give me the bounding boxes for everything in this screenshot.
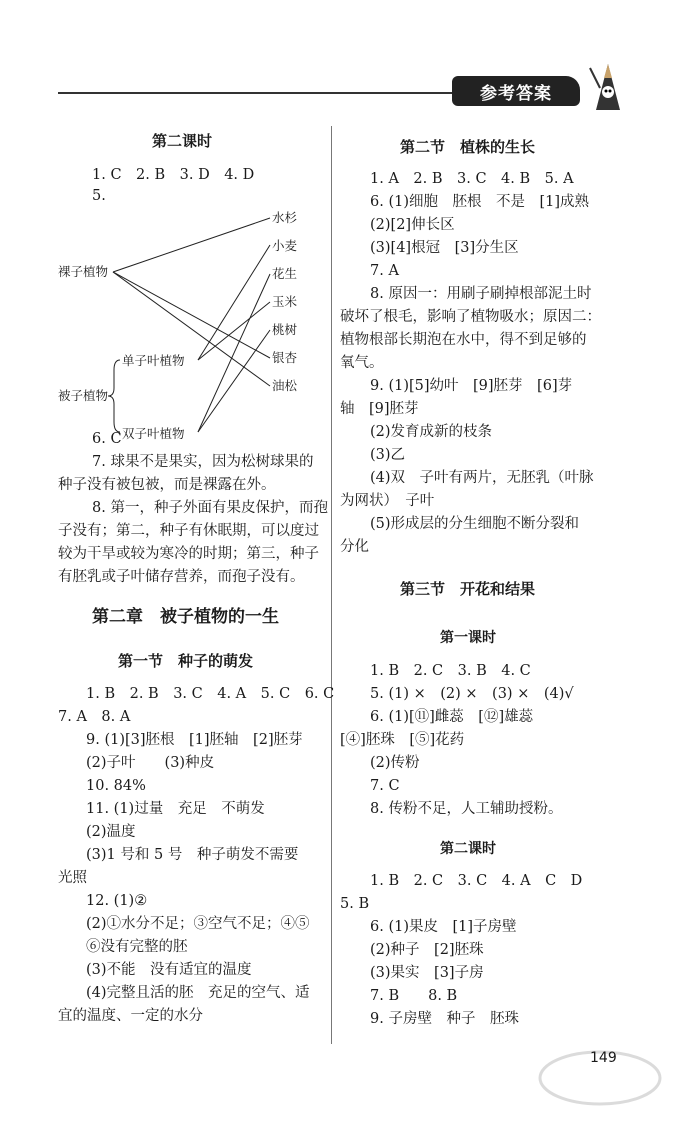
- answer-line: 9. 子房壁 种子 胚珠: [370, 1011, 519, 1027]
- answer-line: (2)①水分不足；③空气不足；④⑤: [86, 916, 310, 932]
- answer-line: 7. C: [370, 778, 400, 794]
- answer-line: 5. (1) × (2) × (3) × (4)√: [370, 686, 574, 702]
- left-answers-block: [58, 428, 326, 589]
- answer-line: 8. 第一，种子外面有果皮保护，而孢: [92, 500, 328, 516]
- section-title: 第二节 植株的生长: [400, 138, 536, 156]
- diagram-plant-label: 银杏: [272, 350, 298, 365]
- answer-line: 1. A 2. B 3. C 4. B 5. A: [370, 171, 574, 187]
- answer-line: 12. (1)②: [86, 893, 148, 909]
- answer-line: (3)1 号和 5 号 种子萌发不需要: [86, 847, 299, 863]
- page-number: 149: [590, 1050, 617, 1066]
- answer-line: (3)乙: [370, 447, 406, 463]
- answer-line: 8. 传粉不足，人工辅助授粉。: [370, 801, 563, 817]
- answer-line: 有胚乳或子叶储存营养，而孢子没有。: [58, 569, 305, 585]
- answer-line: [④]胚珠 [⑤]花药: [340, 732, 465, 748]
- answer-line: 光照: [58, 870, 87, 886]
- answer-line: (4)双 子叶有两片，无胚乳（叶脉: [370, 470, 594, 486]
- lesson-title: 第二课时: [440, 841, 496, 857]
- section3-lesson2-answers: [340, 870, 632, 1031]
- answer-line: 7. A 8. A: [58, 709, 131, 725]
- answer-line: 较为干旱或较为寒冷的时期；第三，种子: [58, 546, 319, 562]
- diagram-label-monocot: 单子叶植物: [122, 353, 185, 368]
- answer-line: 7. 球果不是果实，因为松树球果的: [92, 454, 314, 470]
- answer-line: 7. B 8. B: [370, 988, 458, 1004]
- answer-line: 7. A: [370, 263, 399, 279]
- answer-line: (2)子叶 (3)种皮: [86, 755, 215, 771]
- answer-line: 种子没有被包被，而是裸露在外。: [58, 477, 276, 493]
- diagram-plant-label: 玉米: [272, 294, 298, 309]
- answer-line: (2)传粉: [370, 755, 420, 771]
- answer-line: 为网状） 子叶: [340, 493, 435, 509]
- answer-q5: 5.: [92, 188, 106, 204]
- answer-line: 6. (1)[⑪]雌蕊 [⑫]雄蕊: [370, 709, 534, 725]
- answer-line: (3)不能 没有适宜的温度: [86, 962, 252, 978]
- lesson2-title-left: 第二课时: [152, 132, 213, 150]
- diagram-label-gymnosperm: 裸子植物: [58, 264, 109, 279]
- answer-line: 1. B 2. B 3. C 4. A 5. C 6. C: [86, 686, 335, 702]
- answer-line: 1. C 2. B 3. D 4. D: [92, 167, 255, 183]
- answer-line: 分化: [340, 539, 369, 555]
- answer-line: (2)发育成新的枝条: [370, 424, 493, 440]
- answer-line: (4)完整且活的胚 充足的空气、适: [86, 985, 310, 1001]
- answer-line: 轴 [9]胚芽: [340, 401, 419, 417]
- answer-line: (2)种子 [2]胚珠: [370, 942, 484, 958]
- answer-line: 氧气。: [340, 355, 384, 371]
- answer-line: 植物根部长期泡在水中，得不到足够的: [340, 332, 587, 348]
- section-title: 第三节 开花和结果: [400, 580, 536, 598]
- section3-lesson1-answers: [340, 660, 632, 821]
- answer-line: 11. (1)过量 充足 不萌发: [86, 801, 265, 817]
- section-title: 第一节 种子的萌发: [118, 652, 254, 670]
- answer-line: 1. B 2. C 3. B 4. C: [370, 663, 531, 679]
- answer-line: 6. (1)细胞 胚根 不是 [1]成熟: [370, 194, 590, 210]
- pencil-mascot-icon: [586, 58, 630, 114]
- diagram-plant-label: 花生: [272, 266, 298, 281]
- classification-diagram: [58, 200, 318, 450]
- answer-line: 10. 84%: [86, 778, 146, 794]
- chapter-title: 第二章 被子植物的一生: [92, 607, 279, 627]
- answer-line: 5. B: [340, 896, 370, 912]
- answer-line: 6. C: [92, 431, 122, 447]
- answer-line: 8. 原因一：用刷子刷掉根部泥土时: [370, 286, 592, 302]
- lesson-title: 第一课时: [440, 630, 496, 646]
- answer-line: (2)温度: [86, 824, 136, 840]
- answer-line: (3)果实 [3]子房: [370, 965, 484, 981]
- answer-line: 9. (1)[3]胚根 [1]胚轴 [2]胚芽: [86, 732, 303, 748]
- diagram-plant-label: 小麦: [272, 238, 298, 253]
- answer-line: 6. (1)果皮 [1]子房壁: [370, 919, 517, 935]
- answer-line: 宜的温度、一定的水分: [58, 1008, 203, 1024]
- answer-line: 子没有；第二，种子有休眠期，可以度过: [58, 523, 319, 539]
- answer-line: (3)[4]根冠 [3]分生区: [370, 240, 519, 256]
- diagram-label-dicot: 双子叶植物: [122, 426, 185, 441]
- answer-banner: 参考答案: [452, 76, 580, 106]
- answer-line: (2)[2]伸长区: [370, 217, 455, 233]
- column-divider: [331, 126, 332, 1044]
- header-rule: [58, 92, 458, 94]
- section1-answers: [58, 683, 335, 1028]
- diagram-label-angiosperm: 被子植物: [58, 388, 109, 403]
- diagram-plant-label: 桃树: [272, 322, 298, 337]
- answer-line: 9. (1)[5]幼叶 [9]胚芽 [6]芽: [370, 378, 573, 394]
- answer-line: 1. B 2. C 3. C 4. A C D: [370, 873, 583, 889]
- answer-line: ⑥没有完整的胚: [86, 939, 188, 955]
- answer-line: 破坏了根毛，影响了植物吸水；原因二：: [340, 309, 601, 325]
- section2-answers: [340, 168, 632, 559]
- diagram-plant-label: 水杉: [272, 210, 298, 225]
- answer-line: (5)形成层的分生细胞不断分裂和: [370, 516, 580, 532]
- diagram-plant-label: 油松: [272, 378, 298, 393]
